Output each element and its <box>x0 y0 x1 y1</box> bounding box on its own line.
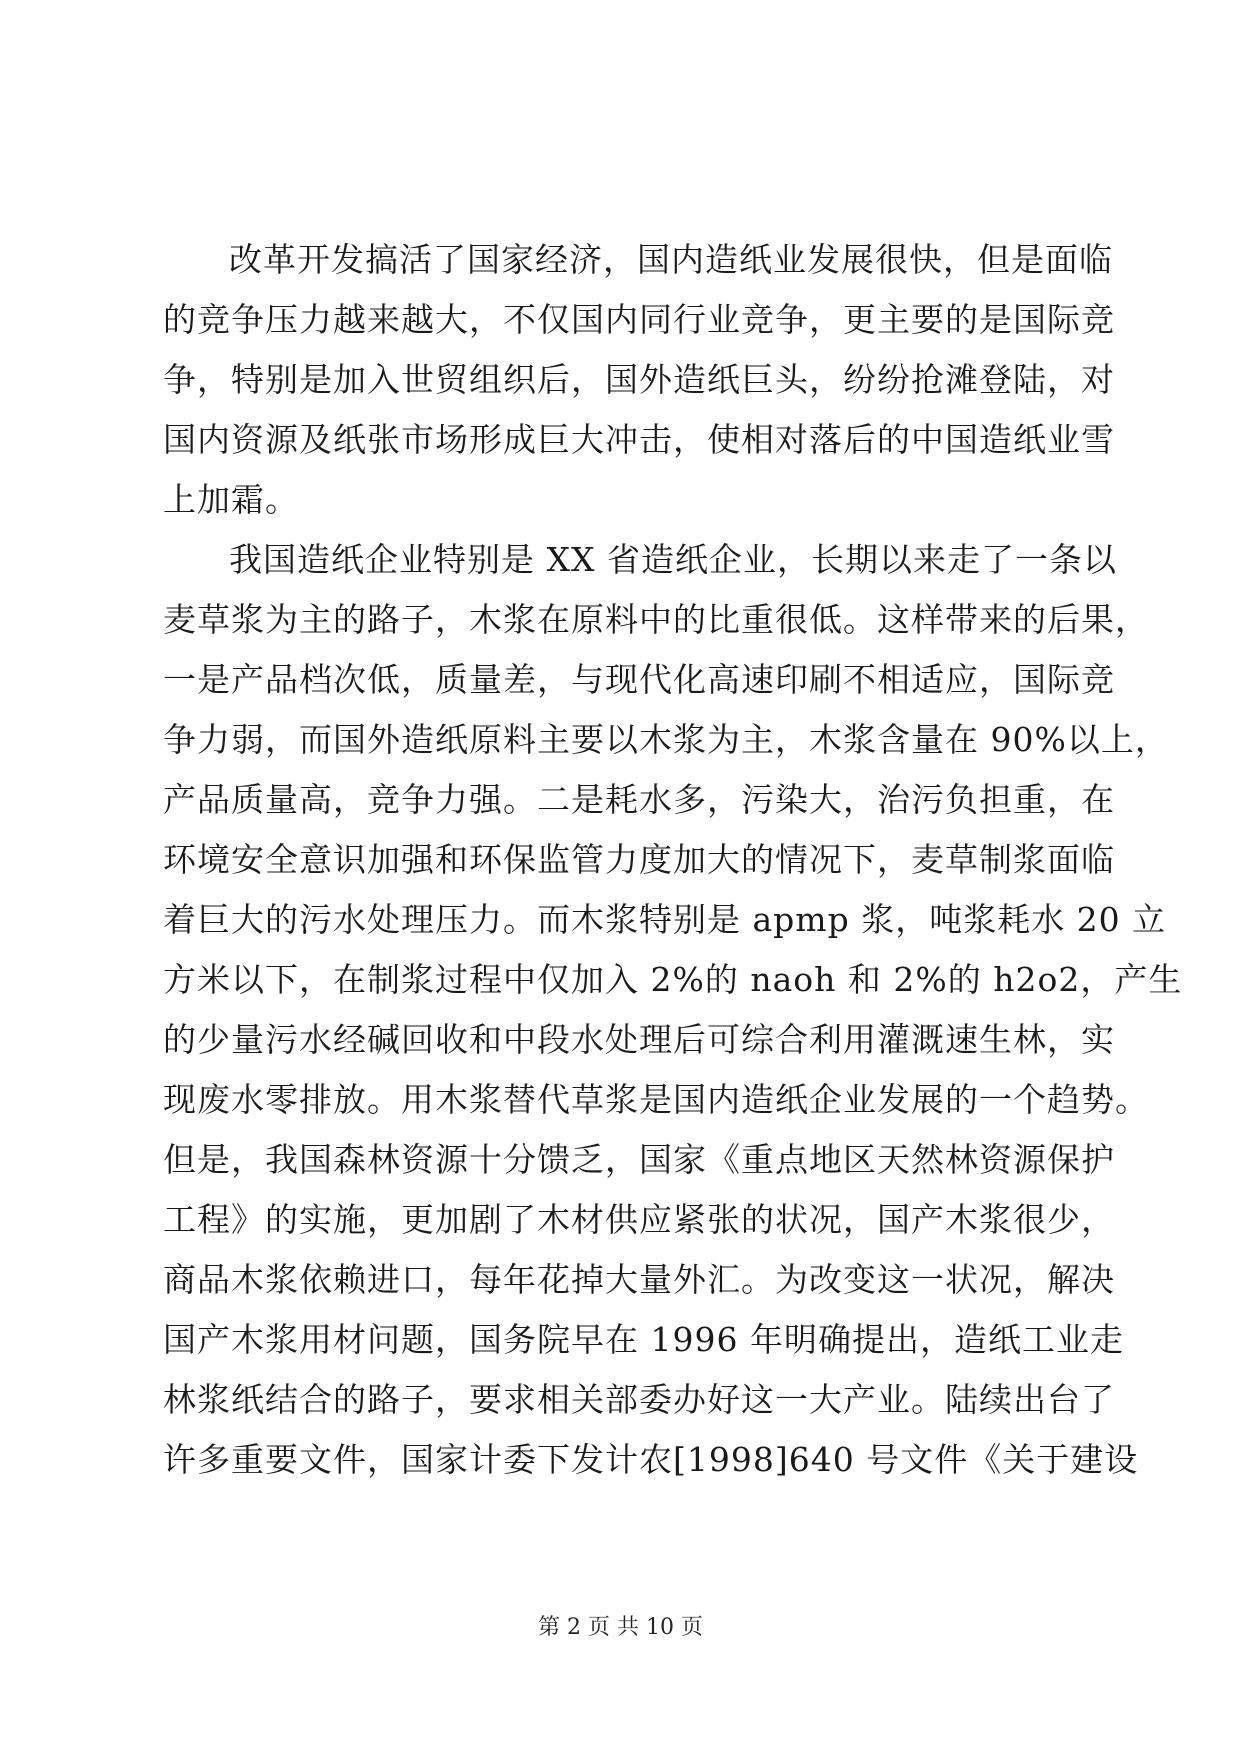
paragraph-line: 产品质量高，竞争力强。二是耗水多，污染大，治污负担重，在 <box>163 780 1115 819</box>
paragraph-line: 的少量污水经碱回收和中段水处理后可综合利用灌溉速生林，实 <box>163 1020 1115 1059</box>
paragraph-line: 争力弱，而国外造纸原料主要以木浆为主，木浆含量在 90%以上， <box>163 720 1169 759</box>
paragraph-line: 方米以下，在制浆过程中仅加入 2%的 naoh 和 2%的 h2o2，产生 <box>163 960 1183 999</box>
paragraph-line: 的竞争压力越来越大，不仅国内同行业竞争，更主要的是国际竞 <box>163 300 1115 339</box>
paragraph-line: 国内资源及纸张市场形成巨大冲击，使相对落后的中国造纸业雪 <box>163 420 1115 459</box>
document-body <box>163 230 1183 1490</box>
paragraph-line: 国产木浆用材问题，国务院早在 1996 年明确提出，造纸工业走 <box>163 1320 1124 1359</box>
paragraph-line: 改革开发搞活了国家经济，国内造纸业发展很快，但是面临 <box>229 240 1113 279</box>
paragraph-line: 上加霜。 <box>163 480 299 519</box>
paragraph-line: 着巨大的污水处理压力。而木浆特别是 apmp 浆，吨浆耗水 20 立 <box>163 900 1167 939</box>
paragraph-2 <box>163 530 1183 1490</box>
paragraph-line: 麦草浆为主的路子，木浆在原料中的比重很低。这样带来的后果， <box>163 600 1149 639</box>
paragraph-line: 工程》的实施，更加剧了木材供应紧张的状况，国产木浆很少， <box>163 1200 1115 1239</box>
paragraph-line: 一是产品档次低，质量差，与现代化高速印刷不相适应，国际竞 <box>163 660 1115 699</box>
paragraph-line: 现废水零排放。用木浆替代草浆是国内造纸企业发展的一个趋势。 <box>163 1080 1149 1119</box>
paragraph-1 <box>163 230 1115 530</box>
paragraph-line: 许多重要文件，国家计委下发计农[1998]640 号文件《关于建设 <box>163 1440 1139 1479</box>
paragraph-line: 商品木浆依赖进口，每年花掉大量外汇。为改变这一状况，解决 <box>163 1260 1115 1299</box>
page-number-footer: 第 2 页 共 10 页 <box>538 1615 703 1640</box>
paragraph-line: 林浆纸结合的路子，要求相关部委办好这一大产业。陆续出台了 <box>163 1380 1115 1419</box>
paragraph-line: 但是，我国森林资源十分馈乏，国家《重点地区天然林资源保护 <box>163 1140 1115 1179</box>
paragraph-line: 争，特别是加入世贸组织后，国外造纸巨头，纷纷抢滩登陆，对 <box>163 360 1115 399</box>
paragraph-line: 我国造纸企业特别是 XX 省造纸企业，长期以来走了一条以 <box>229 540 1117 579</box>
paragraph-line: 环境安全意识加强和环保监管力度加大的情况下，麦草制浆面临 <box>163 840 1115 879</box>
